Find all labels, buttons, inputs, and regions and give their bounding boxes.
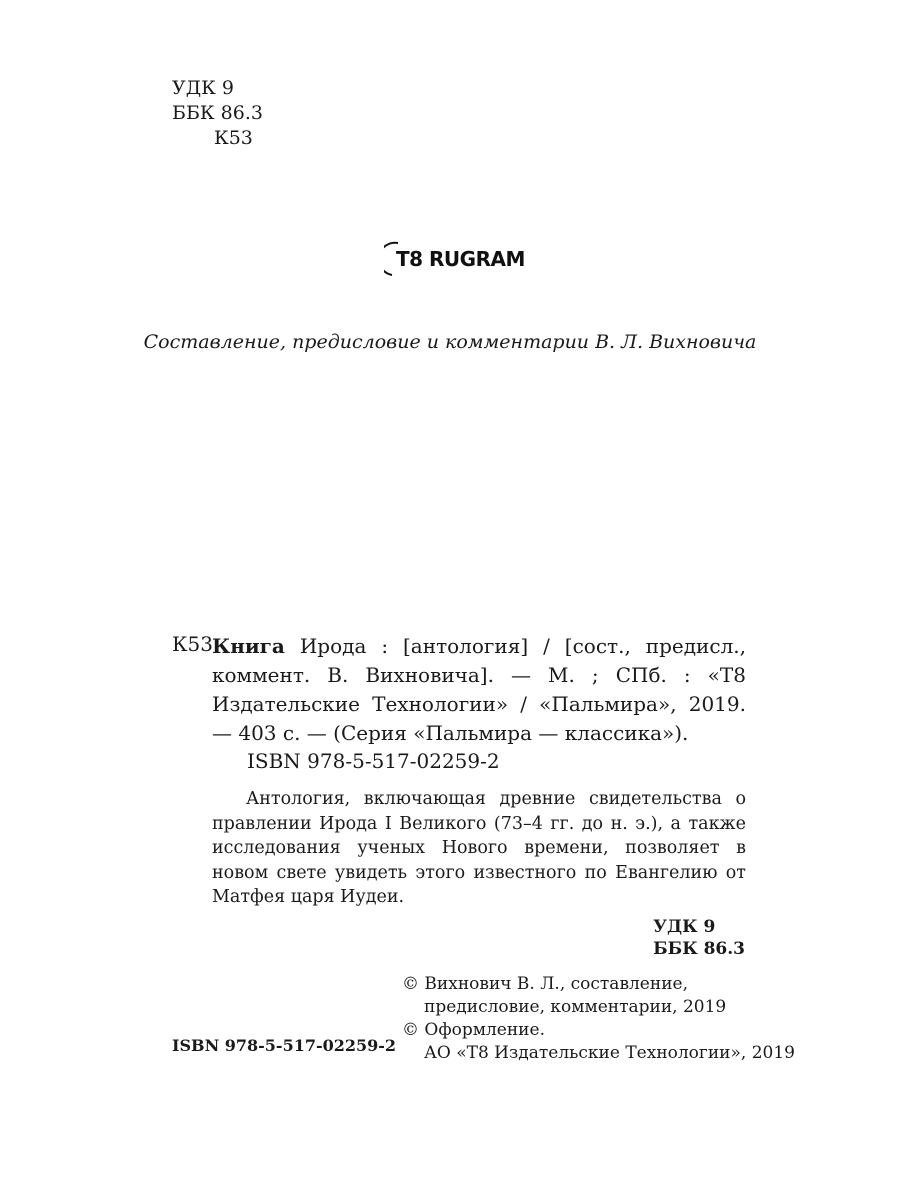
copyright-line-2: предисловие, комментарии, 2019: [424, 997, 727, 1017]
catalog-entry: [212, 632, 746, 748]
isbn-bottom: ISBN 978-5-517-02259-2: [172, 1036, 397, 1055]
classification-bottom: [653, 916, 745, 960]
catalog-title: Книга: [212, 634, 285, 658]
copyright-block: [402, 973, 795, 1065]
author-mark-top: К53: [214, 127, 253, 149]
classification-top: [172, 76, 263, 151]
publisher-logo: [384, 237, 534, 277]
copyright-line-3: © Оформление.: [402, 1020, 545, 1040]
catalog-author-mark: К53: [172, 632, 213, 656]
udk-bottom: УДК 9: [653, 917, 716, 937]
compiler-credit: Составление, предисловие и комментарии В. Л. Вихновича: [143, 331, 757, 353]
catalog-isbn: ISBN 978-5-517-02259-2: [247, 749, 500, 773]
annotation: Антология, включающая древние свидетельства о правлении Ирода I Великого (73–4 гг. до н. э.), а также исследования ученых Нового времени, позволяет в новом свете увидеть этого известного по Евангелию от Матфея царя Иудеи.: [212, 789, 746, 907]
udk-top: УДК 9: [172, 77, 235, 99]
bbk-bottom: ББК 86.3: [653, 939, 745, 959]
catalog-text: Ирода : [антология] / [сост., предисл., коммент. В. Вихновича]. — М. ; СПб. : «Т8 Издательские Технологии» / «Пальмира», 2019. — 403 с. — (Серия «Пальмира — классика»).: [212, 634, 746, 745]
copyright-line-1: © Вихнович В. Л., составление,: [402, 974, 688, 994]
copyright-line-4: АО «Т8 Издательские Технологии», 2019: [424, 1043, 795, 1063]
bbk-top: ББК 86.3: [172, 102, 263, 124]
logo-text: T8 RUGRAM: [396, 247, 525, 271]
